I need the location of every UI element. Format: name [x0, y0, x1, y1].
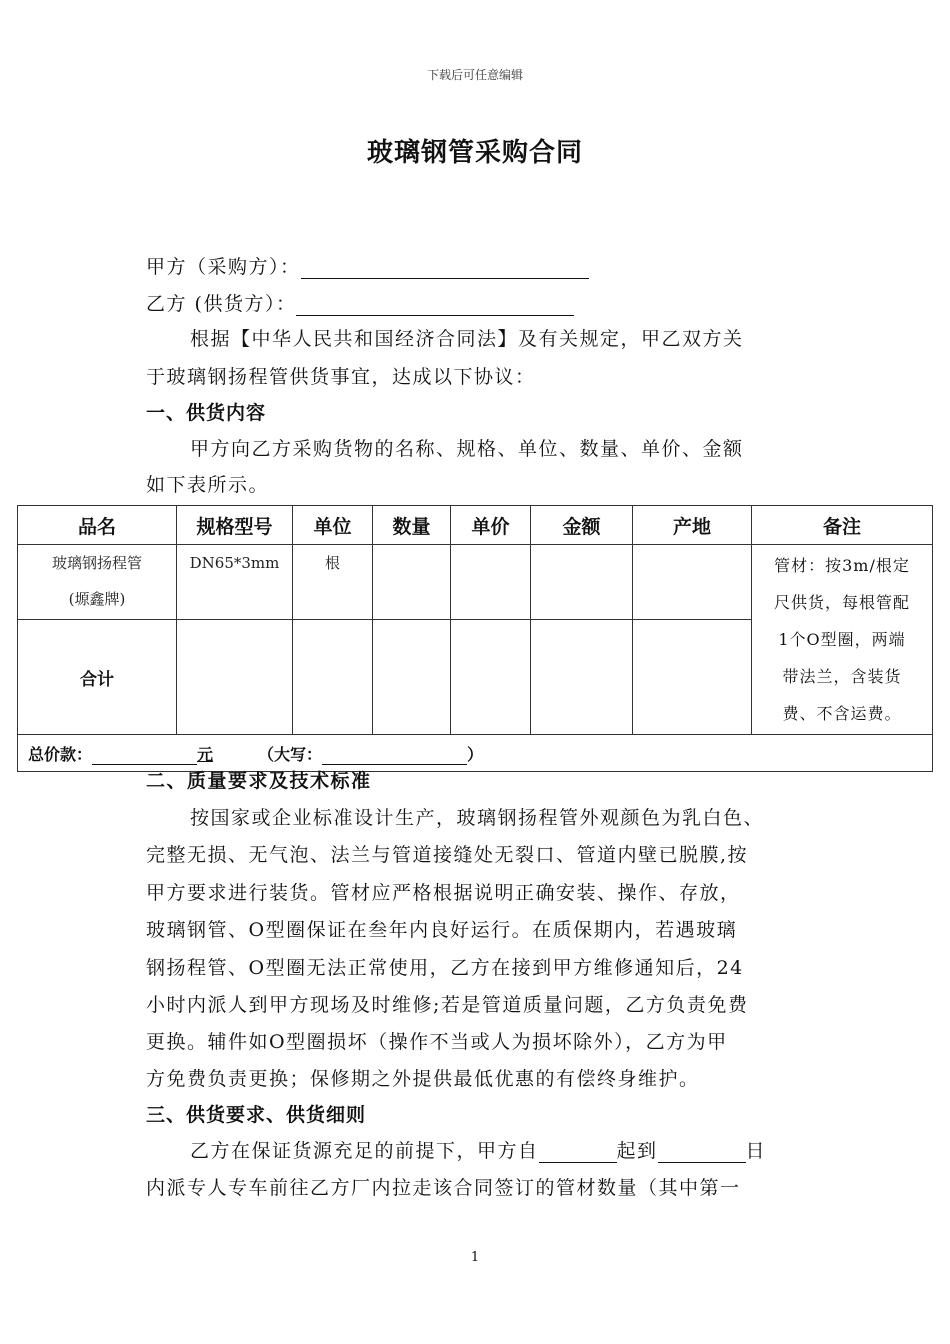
total-quantity[interactable] [373, 620, 451, 735]
section-1-title: 一、供货内容 [146, 402, 267, 424]
total-origin[interactable] [633, 620, 752, 735]
table-header-row [18, 506, 933, 545]
header-cell: 规格型号 [177, 506, 293, 545]
total-label: 合计 [18, 620, 177, 735]
table-row [18, 545, 933, 620]
item-origin[interactable] [633, 545, 752, 620]
remark-line: 管材：按3m/根定 [774, 556, 910, 575]
remark-line: 尺供货，每根管配 [773, 593, 910, 612]
party-a-blank[interactable] [301, 260, 589, 279]
section-2-line: 更换。辅件如O型圈损坏（操作不当或人为损坏除外），乙方为甲 [146, 1031, 728, 1053]
total-unit-price[interactable] [451, 620, 531, 735]
capital-open: （大写： [258, 744, 323, 764]
capital-blank[interactable] [322, 748, 467, 765]
section-2-line: 甲方要求进行装货。管材应严格根据说明正确安装、操作、存放， [146, 882, 741, 904]
item-name-cell [18, 545, 177, 620]
total-spec[interactable] [177, 620, 293, 735]
remark-line: 1个O型圈，两端 [778, 630, 906, 649]
start-date-blank[interactable] [539, 1144, 617, 1163]
party-a-label: 甲方（采购方）： [146, 256, 301, 278]
section-1-line-1: 甲方向乙方采购货物的名称、规格、单位、数量、单价、金额 [190, 438, 744, 460]
document-title: 玻璃钢管采购合同 [366, 138, 583, 168]
remark-line: 费、不含运费。 [782, 704, 902, 723]
section-2-line: 钢扬程管、O型圈无法正常使用，乙方在接到甲方维修通知后，24 [146, 957, 744, 979]
goods-table [17, 505, 933, 772]
party-b-line [146, 289, 574, 316]
section-2-line: 完整无损、无气泡、法兰与管道接缝处无裂口、管道内壁已脱膜,按 [146, 844, 749, 866]
section-3-text-c: 日 [745, 1140, 767, 1162]
total-unit[interactable] [293, 620, 373, 735]
section-3-line-2: 内派专人专车前往乙方厂内拉走该合同签订的管材数量（其中第一 [146, 1177, 741, 1199]
page-number: 1 [470, 1250, 480, 1265]
section-2-line: 玻璃钢管、O型圈保证在叁年内良好运行。在质保期内，若遇玻璃 [146, 919, 738, 941]
item-brand: (塬鑫牌) [68, 590, 126, 608]
section-2-line: 小时内派人到甲方现场及时维修;若是管道质量问题，乙方负责免费 [146, 994, 749, 1016]
header-cell: 单位 [293, 506, 373, 545]
header-cell: 品名 [18, 506, 177, 545]
section-3-text-b: 起到 [616, 1140, 658, 1162]
party-a-line [146, 252, 589, 279]
item-unit: 根 [293, 545, 373, 620]
item-spec: DN65*3mm [177, 545, 293, 620]
header-cell: 备注 [752, 506, 933, 545]
total-amount[interactable] [531, 620, 633, 735]
section-2-line: 方免费负责更换；保修期之外提供最低优惠的有偿终身维护。 [146, 1068, 700, 1090]
remark-cell [752, 545, 933, 735]
party-b-label: 乙方 (供货方）： [146, 293, 297, 315]
end-date-blank[interactable] [658, 1144, 746, 1163]
yuan-label: 元 [197, 744, 214, 764]
price-label: 总价款： [28, 744, 93, 764]
header-cell: 金额 [531, 506, 633, 545]
capital-close: ） [467, 744, 484, 764]
item-amount[interactable] [531, 545, 633, 620]
header-note: 下载后可任意编辑 [426, 68, 523, 82]
remark-line: 带法兰，含装货 [782, 667, 902, 686]
header-cell: 数量 [373, 506, 451, 545]
price-blank[interactable] [92, 748, 197, 765]
section-1-line-2: 如下表所示。 [146, 474, 270, 496]
section-3-line-1 [190, 1136, 766, 1163]
intro-line-1: 根据【中华人民共和国经济合同法】及有关规定，甲乙双方关 [190, 328, 744, 350]
section-2-title: 二、质量要求及技术标准 [146, 770, 372, 792]
header-cell: 单价 [451, 506, 531, 545]
header-cell: 产地 [633, 506, 752, 545]
item-quantity[interactable] [373, 545, 451, 620]
section-3-title: 三、供货要求、供货细则 [146, 1104, 367, 1126]
item-name: 玻璃钢扬程管 [51, 554, 142, 572]
section-3-text-a: 乙方在保证货源充足的前提下，甲方自 [190, 1140, 539, 1162]
item-unit-price[interactable] [451, 545, 531, 620]
intro-line-2: 于玻璃钢扬程管供货事宜，达成以下协议： [146, 366, 536, 388]
section-2-line: 按国家或企业标准设计生产，玻璃钢扬程管外观颜色为乳白色、 [190, 807, 765, 829]
party-b-blank[interactable] [296, 297, 574, 316]
